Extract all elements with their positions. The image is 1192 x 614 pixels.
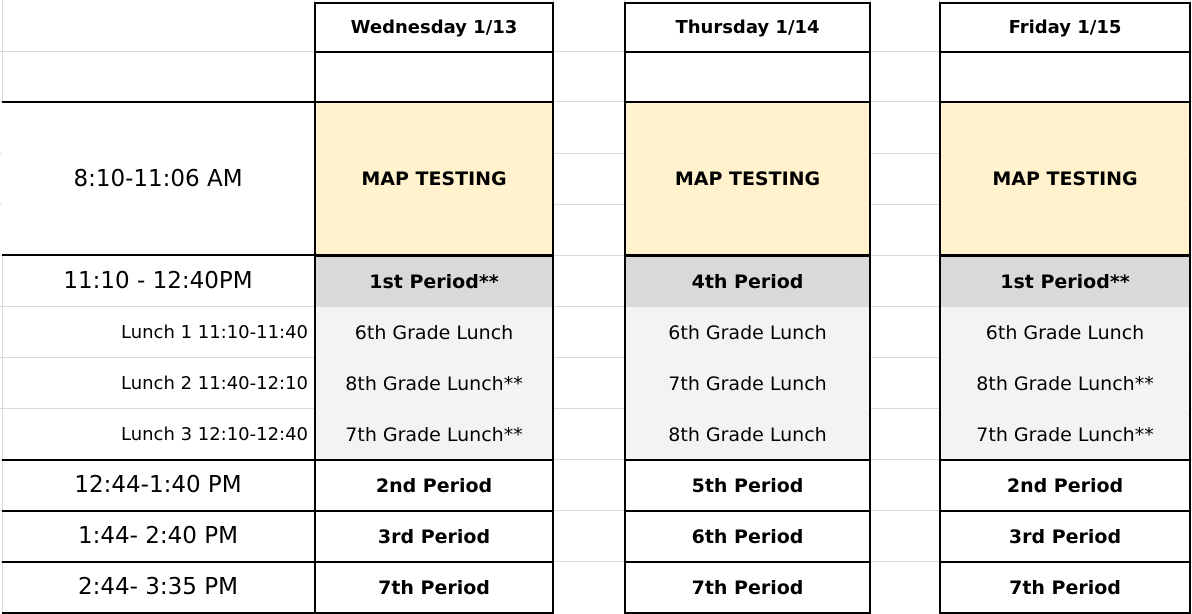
row-border — [2, 459, 315, 461]
time-period3[interactable]: 2:44- 3:35 PM — [78, 574, 238, 600]
lunch-cell[interactable]: 6th Grade Lunch — [624, 307, 871, 358]
row-border — [2, 561, 315, 563]
time-lunch1[interactable]: Lunch 1 11:10-11:40 — [121, 321, 308, 343]
period-cell[interactable]: 7th Period — [939, 561, 1191, 614]
time-lunch2[interactable]: Lunch 2 11:40-12:10 — [121, 372, 308, 394]
period-cell[interactable]: 6th Period — [624, 510, 871, 562]
block2-cell[interactable]: 4th Period — [624, 255, 871, 307]
lunch-cell[interactable]: 7th Grade Lunch — [624, 358, 871, 409]
period-cell[interactable]: 3rd Period — [939, 510, 1191, 562]
lunch-cell[interactable]: 7th Grade Lunch** — [314, 409, 554, 460]
lunch-cell[interactable]: 6th Grade Lunch — [939, 307, 1191, 358]
time-lunch3[interactable]: Lunch 3 12:10-12:40 — [121, 423, 308, 445]
row-border — [2, 510, 315, 512]
block2-cell[interactable]: 1st Period** — [939, 255, 1191, 307]
period-cell[interactable]: 5th Period — [624, 459, 871, 511]
map-testing-cell[interactable]: MAP TESTING — [939, 101, 1191, 256]
period-cell[interactable]: 3rd Period — [314, 510, 554, 562]
blank-cell[interactable] — [314, 53, 554, 102]
period-cell[interactable]: 7th Period — [314, 561, 554, 614]
lunch-cell[interactable]: 8th Grade Lunch** — [939, 358, 1191, 409]
blank-cell[interactable] — [939, 53, 1191, 102]
period-cell[interactable]: 7th Period — [624, 561, 871, 614]
time-block2[interactable]: 11:10 - 12:40PM — [63, 268, 253, 294]
lunch-cell[interactable]: 8th Grade Lunch** — [314, 358, 554, 409]
day-header[interactable]: Wednesday 1/13 — [314, 2, 554, 53]
row-border — [2, 101, 315, 103]
time-block1[interactable]: 8:10-11:06 AM — [2, 103, 314, 255]
time-period2[interactable]: 1:44- 2:40 PM — [78, 523, 238, 549]
lunch-cell[interactable]: 6th Grade Lunch — [314, 307, 554, 358]
map-testing-cell[interactable]: MAP TESTING — [314, 101, 554, 256]
block2-cell[interactable]: 1st Period** — [314, 255, 554, 307]
time-period1[interactable]: 12:44-1:40 PM — [74, 472, 242, 498]
map-testing-cell[interactable]: MAP TESTING — [624, 101, 871, 256]
blank-cell[interactable] — [624, 53, 871, 102]
lunch-cell[interactable]: 8th Grade Lunch — [624, 409, 871, 460]
day-header[interactable]: Thursday 1/14 — [624, 2, 871, 53]
period-cell[interactable]: 2nd Period — [939, 459, 1191, 511]
day-header[interactable]: Friday 1/15 — [939, 2, 1191, 53]
row-border — [2, 254, 315, 256]
period-cell[interactable]: 2nd Period — [314, 459, 554, 511]
lunch-cell[interactable]: 7th Grade Lunch** — [939, 409, 1191, 460]
